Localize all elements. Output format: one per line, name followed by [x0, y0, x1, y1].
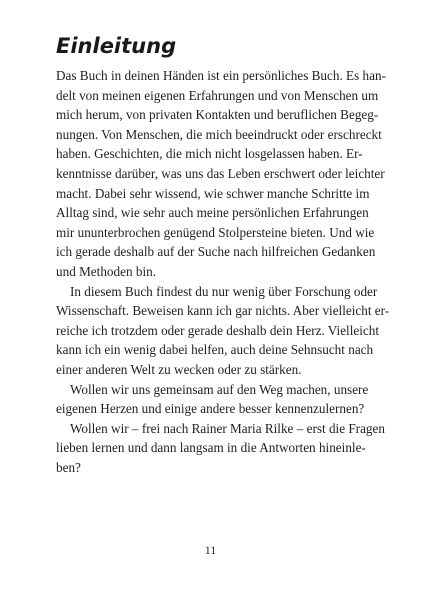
- text-line: ich gerade deshalb auf der Suche nach hilfreichen Gedanken: [56, 244, 376, 260]
- text-line: Wollen wir uns gemeinsam auf den Weg machen, unsere: [70, 381, 369, 397]
- page-number: 11: [204, 543, 217, 557]
- text-line: Alltag sind, wie sehr auch meine persönlichen Erfahrungen: [56, 205, 369, 221]
- text-line: reiche ich trotzdem oder gerade deshalb dein Herz. Vielleicht: [56, 322, 380, 338]
- text-line: lieben lernen und dann langsam in die Antworten hineinle-: [56, 440, 366, 456]
- text-line: In diesem Buch findest du nur wenig über Forschung oder: [70, 283, 378, 299]
- text-line: eigenen Herzen und einige andere besser kennenzulernen?: [56, 401, 365, 417]
- text-line: haben. Geschichten, die mich nicht losgelassen haben. Er-: [56, 146, 363, 162]
- text-line: einer anderen Welt zu wecken oder zu stärken.: [56, 361, 302, 377]
- text-line: und Methoden bin.: [56, 263, 156, 279]
- text-line: kenntnisse darüber, was uns das Leben erschwert oder leichter: [56, 165, 385, 181]
- chapter-heading: Einleitung: [56, 34, 177, 58]
- text-line: nungen. Von Menschen, die mich beeindruckt oder erschreckt: [56, 126, 382, 142]
- text-line: Wollen wir – frei nach Rainer Maria Rilke – erst die Fragen: [70, 420, 385, 436]
- text-line: mich herum, von privaten Kontakten und beruflichen Begeg-: [56, 107, 379, 123]
- text-line: delt von meinen eigenen Erfahrungen und von Menschen um: [56, 87, 379, 103]
- body-text: [56, 66, 390, 477]
- text-line: Das Buch in deinen Händen ist ein persönliches Buch. Es han-: [56, 68, 386, 83]
- text-line: Wissenschaft. Beweisen kann ich gar nichts. Aber vielleicht er-: [56, 303, 390, 319]
- text-line: ben?: [56, 459, 81, 475]
- text-line: macht. Dabei sehr wissend, wie schwer manche Schritte im: [56, 185, 370, 201]
- text-line: mir ununterbrochen genügend Stolpersteine bieten. Und wie: [56, 224, 375, 240]
- text-line: kann ich ein wenig dabei helfen, auch deine Sehnsucht nach: [56, 342, 374, 358]
